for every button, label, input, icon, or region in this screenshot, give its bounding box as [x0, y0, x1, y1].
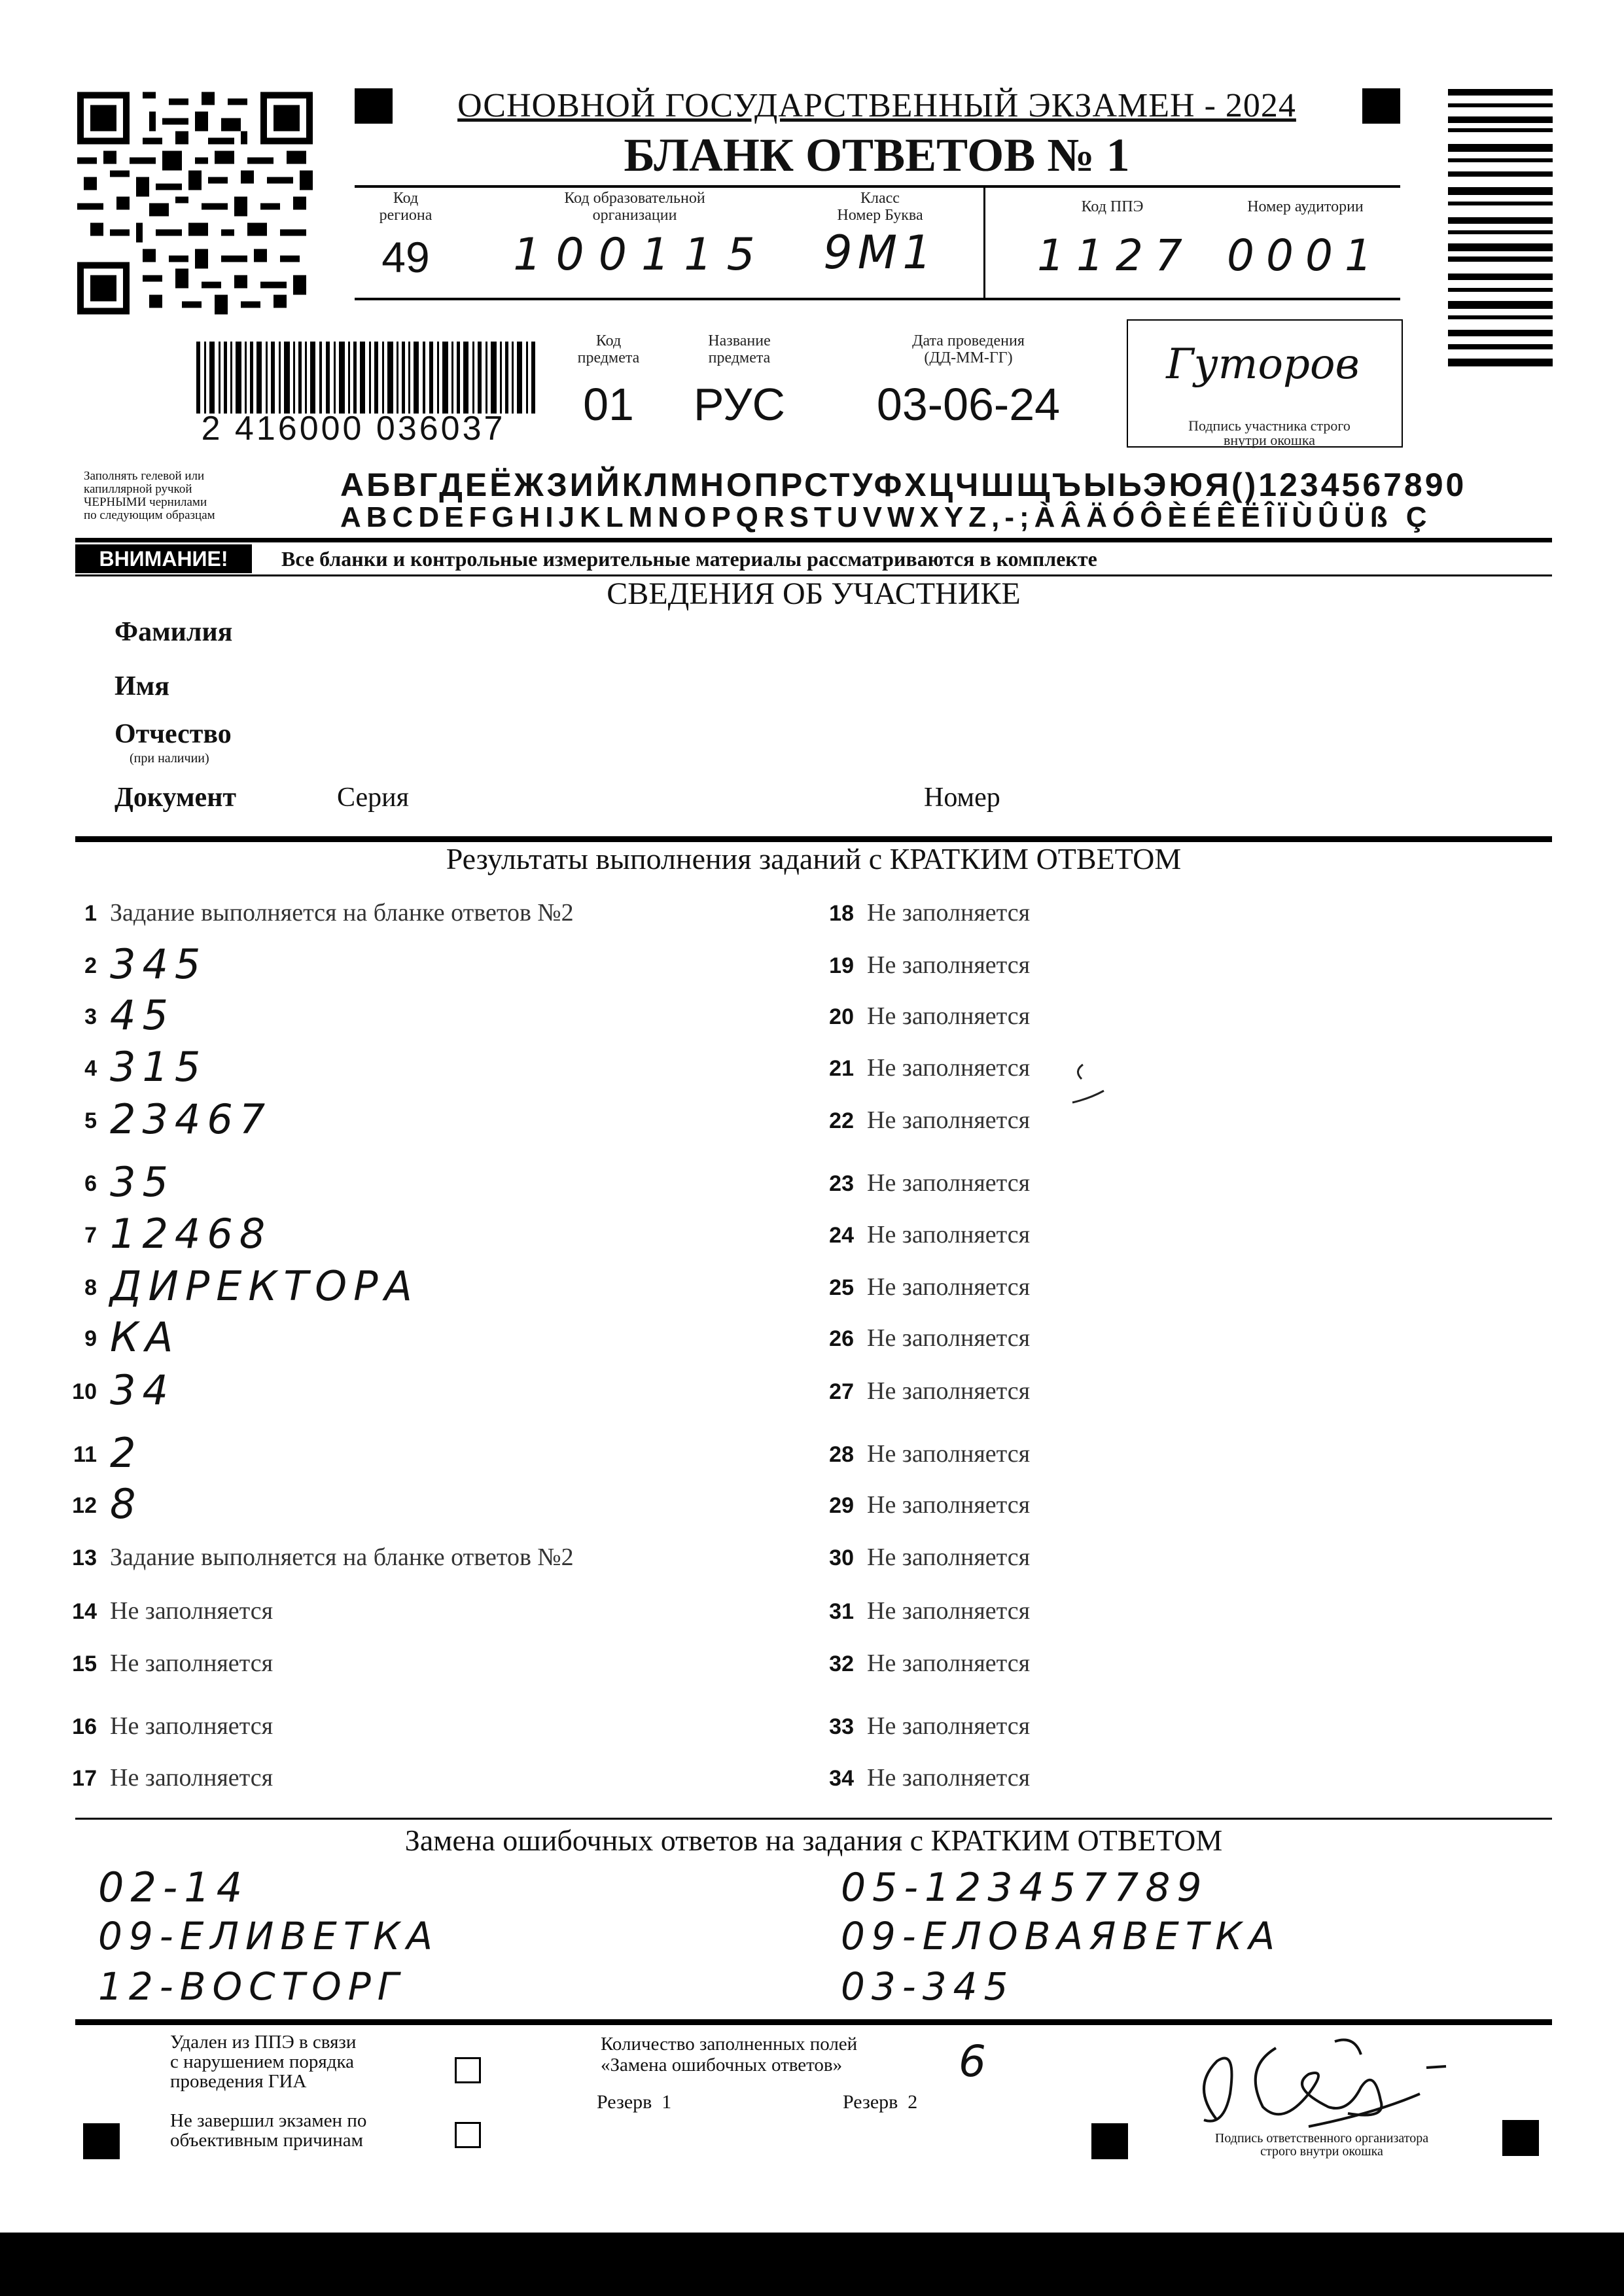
replacement-title: Замена ошибочных ответов на задания с КРАТКИМ ОТВЕТОМ: [404, 1824, 1223, 1857]
handwritten-answer: 35: [110, 1158, 175, 1206]
signature-caption: Подпись участника строго внутри окошка: [1188, 417, 1350, 448]
region-value: 49: [381, 233, 430, 281]
task-number: 23: [829, 1171, 854, 1196]
answer-row: [815, 1484, 1403, 1523]
task-number: 13: [72, 1545, 97, 1570]
answer-note: Не заполняется: [110, 1712, 274, 1740]
task-number: 27: [829, 1379, 854, 1404]
answer-row: [815, 1214, 1403, 1253]
replacement-count-label: Количество заполненных полей «Замена ошибочных ответов»: [601, 2034, 858, 2075]
task-number: 24: [829, 1223, 854, 1248]
answer-row: [58, 1313, 777, 1361]
handwritten-answer: 315: [110, 1043, 207, 1091]
answer-row: [58, 991, 777, 1039]
answer-note: Не заполняется: [867, 1221, 1031, 1248]
answer-note: Не заполняется: [867, 899, 1031, 927]
answer-note: Не заполняется: [867, 1650, 1031, 1677]
handwritten-answer: 12468: [110, 1210, 272, 1258]
answer-note: Задание выполняется на бланке ответов №2: [110, 899, 574, 927]
task-number: 32: [829, 1651, 854, 1676]
patronymic-note: (при наличии): [130, 751, 209, 766]
marker-square: [1502, 2120, 1539, 2156]
marker-square: [355, 88, 393, 124]
answer-row: [58, 1590, 777, 1629]
answer-note: Не заполняется: [867, 1712, 1031, 1740]
answer-row: [58, 1480, 777, 1528]
task-number: 12: [72, 1493, 97, 1518]
ppe-label: Код ППЭ: [1081, 198, 1144, 215]
answer-row: [58, 1429, 777, 1477]
room-value: 0001: [1227, 230, 1384, 281]
task-number: 17: [72, 1766, 97, 1791]
task-number: 14: [72, 1599, 97, 1624]
answer-row: [58, 1043, 777, 1091]
answer-row: [58, 892, 777, 931]
org-label: Код образовательной организации: [564, 190, 705, 224]
answer-row: [815, 1590, 1403, 1629]
answer-row: [815, 944, 1403, 983]
marker-square: [1091, 2123, 1128, 2159]
reserve-2: Резерв 2: [843, 2091, 918, 2113]
results-title: Результаты выполнения заданий с КРАТКИМ ОТВЕТОМ: [446, 842, 1182, 875]
region-label: Код региона: [379, 190, 432, 224]
class-value: 9М1: [823, 226, 937, 279]
scan-border: [0, 2233, 1624, 2296]
answer-row: [58, 1095, 777, 1143]
answer-row: [815, 1705, 1403, 1744]
organizer-signature: [1178, 2028, 1466, 2146]
barcode-number: 2 416000 036037: [201, 410, 506, 448]
answer-note: Не заполняется: [867, 1169, 1031, 1197]
right-barcode: [1448, 89, 1553, 485]
task-number: 2: [84, 953, 97, 978]
task-number: 6: [84, 1171, 97, 1196]
task-number: 28: [829, 1442, 854, 1467]
answer-row: [815, 1099, 1403, 1139]
answer-row: [815, 1757, 1403, 1796]
replacement-left-3: 12-ВОСТОРГ: [98, 1964, 406, 2009]
answer-row: [815, 1266, 1403, 1305]
handwritten-answer: 34: [110, 1366, 175, 1414]
task-number: 5: [84, 1108, 97, 1133]
answer-row: [58, 1536, 777, 1576]
answer-row: [815, 1162, 1403, 1201]
task-number: 15: [72, 1651, 97, 1676]
org-value: 100115: [513, 229, 769, 281]
answer-row: [815, 1433, 1403, 1472]
task-number: 7: [84, 1223, 97, 1248]
task-number: 21: [829, 1056, 854, 1081]
task-number: 31: [829, 1599, 854, 1624]
answer-row: [815, 995, 1403, 1034]
marker-square: [1362, 88, 1400, 124]
task-number: 11: [73, 1442, 97, 1467]
ppe-value: 1127: [1037, 230, 1194, 281]
answer-row: [815, 1317, 1403, 1356]
number-label: Номер: [924, 783, 1000, 813]
room-label: Номер аудитории: [1247, 198, 1364, 215]
replacement-right-1: 05-123457789: [841, 1865, 1209, 1911]
answer-note: Не заполняется: [867, 951, 1031, 979]
answer-note: Не заполняется: [867, 1544, 1031, 1571]
task-number: 19: [829, 953, 854, 978]
task-number: 34: [829, 1766, 854, 1791]
handwritten-answer: КА: [110, 1313, 180, 1361]
qr-code: [77, 90, 313, 316]
replacement-left-1: 02-14: [98, 1863, 249, 1911]
handwritten-answer: 345: [110, 940, 207, 988]
answer-row: [58, 1210, 777, 1258]
series-label: Серия: [337, 783, 409, 813]
sample-row-latin: ABCDEFGHIJKLMNOPQRSTUVWXYZ,-;ÀÂÄÓÔÈÉÊËÎÏÙÛÜß Ç: [340, 501, 1432, 533]
date-label: Дата проведения (ДД-ММ-ГГ): [912, 332, 1025, 366]
barcode: [196, 342, 537, 414]
exam-title: ОСНОВНОЙ ГОСУДАРСТВЕННЫЙ ЭКЗАМЕН - 2024: [457, 87, 1296, 124]
task-number: 29: [829, 1493, 854, 1518]
reserve-1: Резерв 1: [597, 2091, 672, 2113]
marker-square: [83, 2123, 120, 2159]
not-finished-checkbox[interactable]: [455, 2122, 481, 2148]
task-number: 18: [829, 901, 854, 926]
replacement-right-2: 09-ЕЛОВАЯВЕТКА: [841, 1914, 1282, 1958]
answer-note: Не заполняется: [867, 1597, 1031, 1625]
removed-label: Удален из ППЭ в связи с нарушением порядка проведения ГИА: [170, 2032, 357, 2092]
answer-row: [58, 1642, 777, 1682]
surname-label: Фамилия: [115, 617, 233, 647]
task-number: 3: [84, 1004, 97, 1029]
handwritten-answer: 8: [110, 1480, 143, 1528]
answer-row: [58, 1757, 777, 1796]
answer-note: Не заполняется: [867, 1377, 1031, 1405]
task-number: 8: [84, 1275, 97, 1300]
answer-note: Не заполняется: [110, 1764, 274, 1792]
replacement-count-value: 6: [959, 2036, 986, 2087]
not-finished-label: Не завершил экзамен по объективным причинам: [170, 2110, 367, 2151]
class-label: Класс Номер Буква: [837, 190, 923, 224]
task-number: 33: [829, 1714, 854, 1739]
ink-note: Заполнять гелевой или капиллярной ручкой ЧЕРНЫМИ чернилами по следующим образцам: [84, 469, 215, 522]
form-title: БЛАНК ОТВЕТОВ № 1: [624, 129, 1130, 181]
task-number: 25: [829, 1275, 854, 1300]
handwritten-answer: 45: [110, 991, 175, 1039]
document-label: Документ: [115, 783, 237, 813]
task-number: 26: [829, 1326, 854, 1351]
answer-row: [58, 940, 777, 988]
answer-row: [815, 1642, 1403, 1682]
answer-row: [815, 1047, 1403, 1086]
task-number: 30: [829, 1545, 854, 1570]
task-number: 9: [84, 1326, 97, 1351]
removed-checkbox[interactable]: [455, 2057, 481, 2083]
task-number: 4: [84, 1056, 97, 1081]
handwritten-answer: 23467: [110, 1095, 272, 1143]
answer-note: Не заполняется: [867, 1054, 1031, 1082]
answer-row: [815, 892, 1403, 931]
answer-note: Не заполняется: [867, 1273, 1031, 1301]
answer-row: [58, 1366, 777, 1414]
answer-row: [58, 1262, 777, 1310]
answer-note: Не заполняется: [867, 1491, 1031, 1519]
warning-badge: ВНИМАНИЕ!: [75, 544, 252, 573]
task-number: 20: [829, 1004, 854, 1029]
answer-note: Не заполняется: [867, 1440, 1031, 1468]
replacement-left-2: 09-ЕЛИВЕТКА: [98, 1914, 440, 1958]
name-label: Имя: [115, 671, 169, 701]
organizer-signature-caption: Подпись ответственного организатора строго внутри окошка: [1214, 2131, 1429, 2159]
answer-note: Не заполняется: [867, 1002, 1031, 1030]
participant-signature: Гуторов: [1166, 340, 1360, 389]
answer-row: [815, 1370, 1403, 1409]
subject-name-value: РУС: [693, 379, 786, 430]
task-number: 1: [84, 901, 97, 926]
sample-row-cyrillic: АБВГДЕЁЖЗИЙКЛМНОПРСТУФХЦЧШЩЪЫЬЭЮЯ()1234567890: [340, 467, 1467, 503]
answer-note: Не заполняется: [867, 1764, 1031, 1792]
handwritten-answer: 2: [110, 1429, 143, 1477]
participant-section-title: СВЕДЕНИЯ ОБ УЧАСТНИКЕ: [607, 576, 1021, 611]
answer-note: Задание выполняется на бланке ответов №2: [110, 1544, 574, 1571]
answer-note: Не заполняется: [110, 1650, 274, 1677]
subject-name-label: Название предмета: [708, 332, 771, 366]
answer-note: Не заполняется: [867, 1324, 1031, 1352]
task-number: 22: [829, 1108, 854, 1133]
task-number: 16: [72, 1714, 97, 1739]
pen-mark: [1070, 1057, 1109, 1109]
answer-row: [58, 1705, 777, 1744]
answer-note: Не заполняется: [110, 1597, 274, 1625]
patronymic-label: Отчество: [115, 719, 232, 749]
answer-row: [815, 1536, 1403, 1576]
subject-code-value: 01: [583, 379, 634, 430]
warning-text: Все бланки и контрольные измерительные материалы рассматриваются в комплекте: [281, 547, 1097, 571]
answer-note: Не заполняется: [867, 1106, 1031, 1134]
task-number: 10: [72, 1379, 97, 1404]
subject-code-label: Код предмета: [577, 332, 640, 366]
replacement-right-3: 03-345: [841, 1964, 1015, 2009]
date-value: 03-06-24: [876, 379, 1061, 430]
handwritten-answer: ДИРЕКТОРА: [110, 1262, 419, 1310]
answer-row: [58, 1158, 777, 1206]
